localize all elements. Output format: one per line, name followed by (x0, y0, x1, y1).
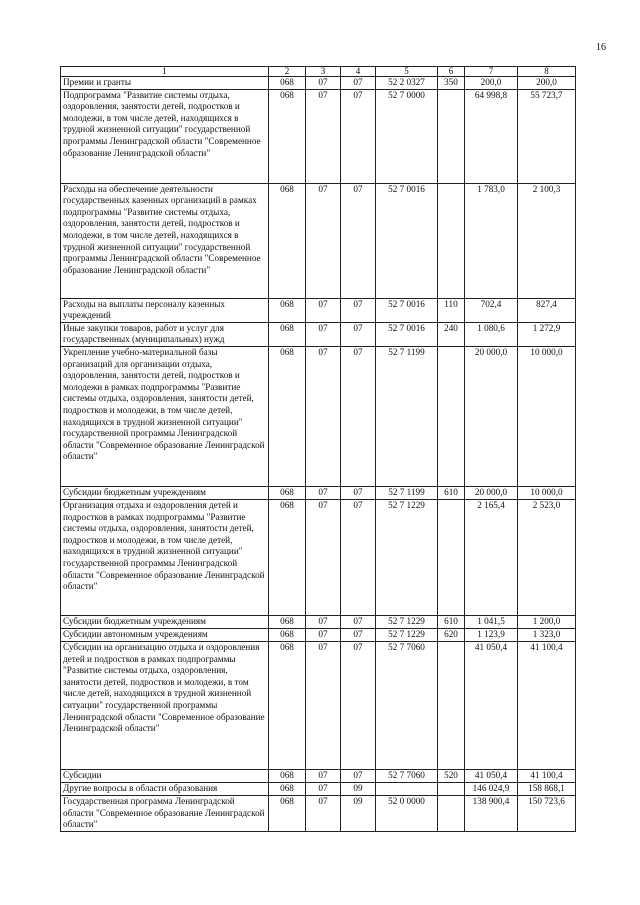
amount-year-2: 150 723,6 (518, 795, 576, 831)
table-row (61, 298, 576, 322)
table-row (61, 499, 576, 615)
ministry-code: 068 (269, 769, 306, 782)
ministry-code: 068 (269, 346, 306, 486)
table-row (61, 795, 576, 831)
amount-year-1: 1 080,6 (465, 322, 518, 346)
column-number: 5 (376, 67, 438, 77)
amount-year-2: 827,4 (518, 298, 576, 322)
section-code: 07 (306, 615, 341, 628)
row-name: Субсидии на организацию отдыха и оздоровления детей и подростков в рамках подпрограммы "Развитие системы отдыха, оздоровления, занятости детей, подростков и молодежи, в том числе детей, находящихся в трудной жизненной ситуации" государственной программы Ленинградской области "Современное образование Ленинградской области" (61, 641, 269, 769)
row-name: Расходы на обеспечение деятельности государственных казенных организаций в рамках подпрограммы "Развитие системы отдыха, оздоровления, занятости детей, подростков и молодежи, в том числе детей, находящихся в трудной жизненной ситуации" государственной программы Ленинградской области "Современное образование Ленинградской области" (61, 183, 269, 298)
target-article: 52 7 1229 (376, 499, 438, 615)
target-article (376, 782, 438, 795)
page-number: 16 (596, 42, 606, 53)
subsection-code: 07 (341, 298, 376, 322)
amount-year-1: 41 050,4 (465, 641, 518, 769)
row-name: Другие вопросы в области образования (61, 782, 269, 795)
expense-type: 350 (438, 77, 465, 90)
row-name: Расходы на выплаты персоналу казенных учреждений (61, 298, 269, 322)
target-article: 52 7 1229 (376, 628, 438, 641)
row-name: Субсидии (61, 769, 269, 782)
expense-type (438, 782, 465, 795)
amount-year-1: 1 041,5 (465, 615, 518, 628)
section-code: 07 (306, 89, 341, 183)
section-code: 07 (306, 641, 341, 769)
column-number: 2 (269, 67, 306, 77)
subsection-code: 07 (341, 615, 376, 628)
table-row (61, 486, 576, 499)
subsection-code: 07 (341, 769, 376, 782)
subsection-code: 07 (341, 77, 376, 90)
row-name: Государственная программа Ленинградской области "Современное образование Ленинградской области" (61, 795, 269, 831)
subsection-code: 09 (341, 795, 376, 831)
section-code: 07 (306, 183, 341, 298)
target-article: 52 7 7060 (376, 641, 438, 769)
amount-year-2: 200,0 (518, 77, 576, 90)
expense-type (438, 795, 465, 831)
subsection-code: 09 (341, 782, 376, 795)
row-name: Укрепление учебно-материальной базы организаций для организации отдыха, оздоровления, занятости детей, подростков и молодежи в рамках подпрограммы "Развитие системы отдыха, оздоровления, занятости детей, подростков и молодежи, в том числе детей, находящихся в трудной жизненной ситуации" государственной программы Ленинградской области "Современное образование Ленинградской области" (61, 346, 269, 486)
amount-year-1: 146 024,9 (465, 782, 518, 795)
column-number: 8 (518, 67, 576, 77)
column-number: 7 (465, 67, 518, 77)
amount-year-2: 1 272,9 (518, 322, 576, 346)
section-code: 07 (306, 499, 341, 615)
table-row (61, 641, 576, 769)
section-code: 07 (306, 782, 341, 795)
subsection-code: 07 (341, 89, 376, 183)
table-row (61, 77, 576, 90)
section-code: 07 (306, 346, 341, 486)
amount-year-1: 2 165,4 (465, 499, 518, 615)
amount-year-1: 20 000,0 (465, 346, 518, 486)
amount-year-2: 2 100,3 (518, 183, 576, 298)
column-number-row (61, 67, 576, 77)
amount-year-1: 702,4 (465, 298, 518, 322)
amount-year-2: 1 200,0 (518, 615, 576, 628)
ministry-code: 068 (269, 322, 306, 346)
table-row (61, 322, 576, 346)
amount-year-2: 1 323,0 (518, 628, 576, 641)
amount-year-2: 10 000,0 (518, 486, 576, 499)
row-name: Организация отдыха и оздоровления детей и подростков в рамках подпрограммы "Развитие системы отдыха, оздоровления, занятости детей, подростков и молодежи, в том числе детей, находящихся в трудной жизненной ситуации" государственной программы Ленинградской области "Современное образование Ленинградской области" (61, 499, 269, 615)
ministry-code: 068 (269, 628, 306, 641)
section-code: 07 (306, 77, 341, 90)
ministry-code: 068 (269, 795, 306, 831)
table-row (61, 628, 576, 641)
ministry-code: 068 (269, 615, 306, 628)
row-name: Субсидии автономным учреждениям (61, 628, 269, 641)
target-article: 52 7 1199 (376, 486, 438, 499)
column-number: 1 (61, 67, 269, 77)
expense-type: 110 (438, 298, 465, 322)
subsection-code: 07 (341, 641, 376, 769)
ministry-code: 068 (269, 298, 306, 322)
ministry-code: 068 (269, 782, 306, 795)
amount-year-1: 41 050,4 (465, 769, 518, 782)
section-code: 07 (306, 322, 341, 346)
target-article: 52 7 0000 (376, 89, 438, 183)
table-row (61, 769, 576, 782)
ministry-code: 068 (269, 641, 306, 769)
amount-year-2: 2 523,0 (518, 499, 576, 615)
budget-table (60, 66, 576, 832)
amount-year-1: 138 900,4 (465, 795, 518, 831)
section-code: 07 (306, 628, 341, 641)
section-code: 07 (306, 769, 341, 782)
row-name: Субсидии бюджетным учреждениям (61, 486, 269, 499)
ministry-code: 068 (269, 89, 306, 183)
table-row (61, 183, 576, 298)
subsection-code: 07 (341, 322, 376, 346)
target-article: 52 7 7060 (376, 769, 438, 782)
amount-year-2: 158 868,1 (518, 782, 576, 795)
amount-year-1: 200,0 (465, 77, 518, 90)
expense-type: 610 (438, 615, 465, 628)
subsection-code: 07 (341, 346, 376, 486)
amount-year-1: 20 000,0 (465, 486, 518, 499)
subsection-code: 07 (341, 183, 376, 298)
amount-year-1: 1 123,9 (465, 628, 518, 641)
ministry-code: 068 (269, 77, 306, 90)
amount-year-2: 41 100,4 (518, 769, 576, 782)
expense-type (438, 346, 465, 486)
section-code: 07 (306, 298, 341, 322)
expense-type: 240 (438, 322, 465, 346)
row-name: Субсидии бюджетным учреждениям (61, 615, 269, 628)
amount-year-1: 1 783,0 (465, 183, 518, 298)
target-article: 52 7 0016 (376, 298, 438, 322)
row-name: Иные закупки товаров, работ и услуг для государственных (муниципальных) нужд (61, 322, 269, 346)
amount-year-2: 10 000,0 (518, 346, 576, 486)
column-number: 6 (438, 67, 465, 77)
expense-type (438, 89, 465, 183)
column-number: 4 (341, 67, 376, 77)
ministry-code: 068 (269, 499, 306, 615)
ministry-code: 068 (269, 486, 306, 499)
table-row (61, 89, 576, 183)
row-name: Подпрограмма "Развитие системы отдыха, оздоровления, занятости детей, подростков и молодежи, в том числе детей, находящихся в трудной жизненной ситуации" государственной программы Ленинградской области "Современное образование Ленинградской области" (61, 89, 269, 183)
expense-type: 610 (438, 486, 465, 499)
expense-type (438, 641, 465, 769)
target-article: 52 7 0016 (376, 183, 438, 298)
row-name: Премии и гранты (61, 77, 269, 90)
expense-type: 620 (438, 628, 465, 641)
section-code: 07 (306, 486, 341, 499)
expense-type (438, 499, 465, 615)
column-number: 3 (306, 67, 341, 77)
section-code: 07 (306, 795, 341, 831)
target-article: 52 7 1229 (376, 615, 438, 628)
target-article: 52 7 1199 (376, 346, 438, 486)
target-article: 52 2 0327 (376, 77, 438, 90)
expense-type (438, 183, 465, 298)
table-row (61, 782, 576, 795)
ministry-code: 068 (269, 183, 306, 298)
expense-type: 520 (438, 769, 465, 782)
amount-year-1: 64 998,8 (465, 89, 518, 183)
table-row (61, 615, 576, 628)
table-body (61, 67, 576, 832)
amount-year-2: 55 723,7 (518, 89, 576, 183)
subsection-code: 07 (341, 486, 376, 499)
table-row (61, 346, 576, 486)
target-article: 52 0 0000 (376, 795, 438, 831)
subsection-code: 07 (341, 628, 376, 641)
amount-year-2: 41 100,4 (518, 641, 576, 769)
subsection-code: 07 (341, 499, 376, 615)
target-article: 52 7 0016 (376, 322, 438, 346)
